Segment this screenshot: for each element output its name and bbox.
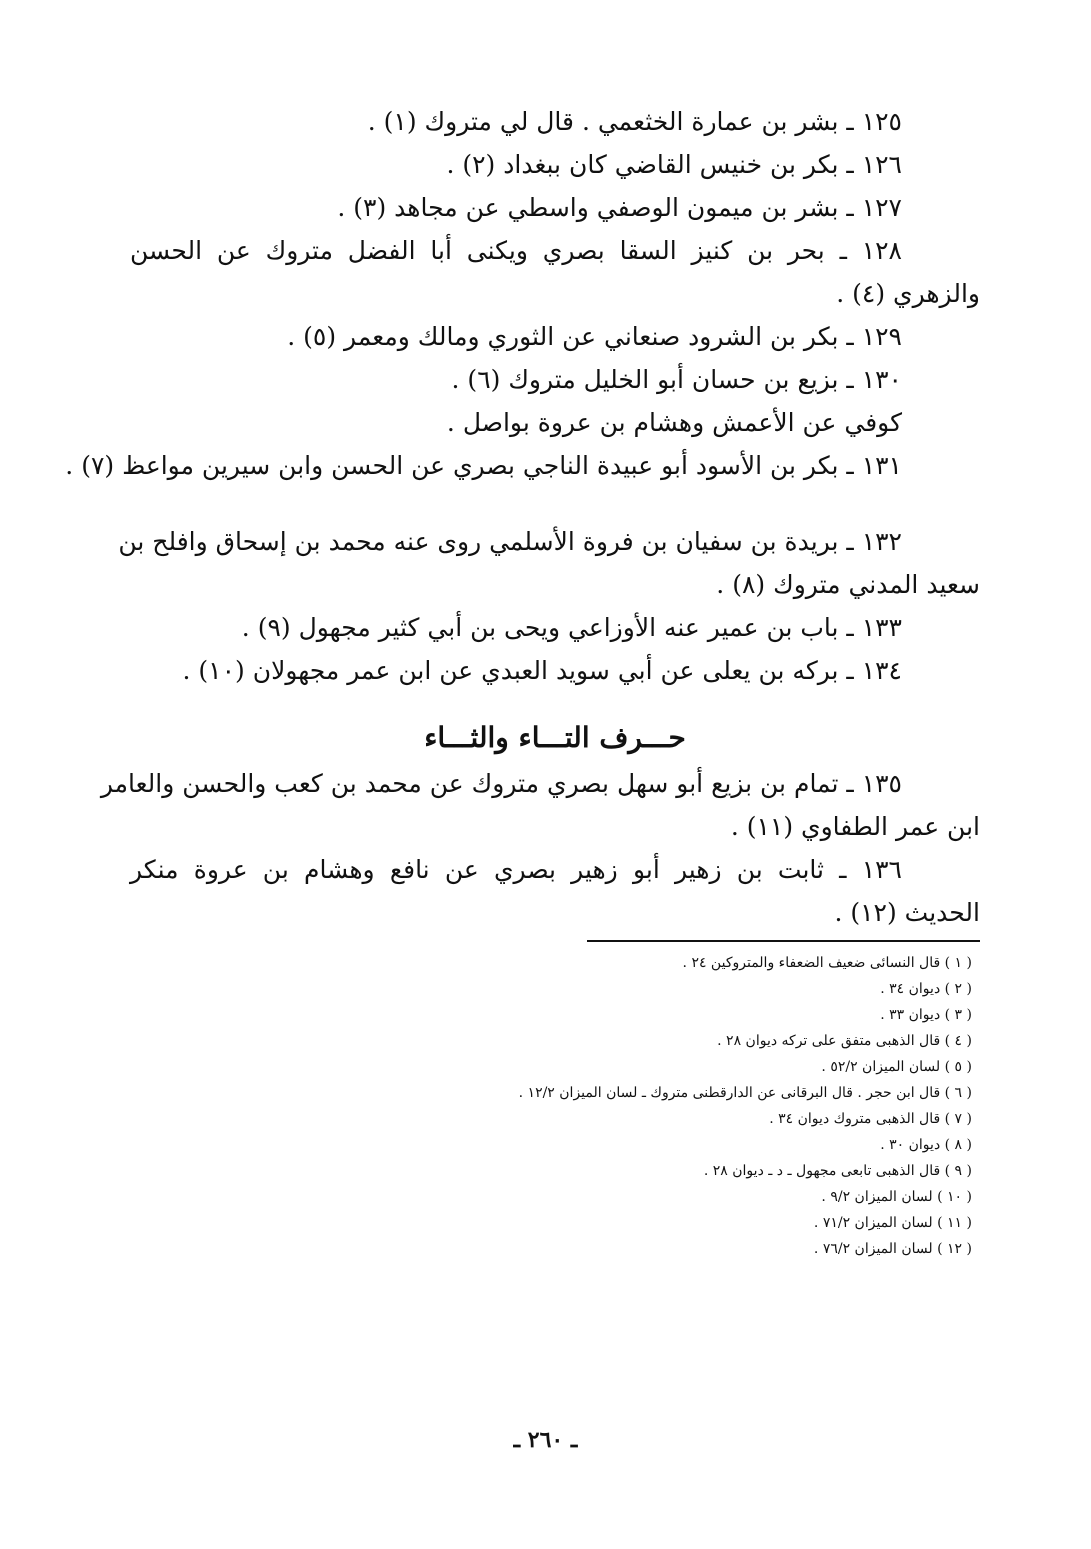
footnote-10: ( ١٠ ) لسان الميزان ٩/٢ . — [821, 1189, 972, 1205]
footnote-11: ( ١١ ) لسان الميزان ٧١/٢ . — [813, 1215, 972, 1231]
spacer — [130, 487, 980, 520]
entry-132-line-2: سعيد المدني متروك (٨) . — [716, 570, 980, 599]
entry-128-line-1: ١٢٨ ـ بحر بن كنيز السقا بصري ويكنى أبا الفضل متروك عن الحسن — [130, 236, 902, 265]
footnote-1: ( ١ ) قال النسائى ضعيف الضعفاء والمتروكين ٢٤ . — [682, 955, 972, 971]
entry-126: ١٢٦ ـ بكر بن خنيس القاضي كان ببغداد (٢) . — [446, 150, 902, 179]
entry-131: ١٣١ ـ بكر بن الأسود أبو عبيدة الناجي بصري عن الحسن وابن سيرين مواعظ (٧) . — [65, 451, 902, 480]
entry-128-line-2: والزهري (٤) . — [836, 279, 980, 308]
entry-130-continuation: كوفي عن الأعمش وهشام بن عروة بواصل . — [446, 408, 902, 437]
footnote-12: ( ١٢ ) لسان الميزان ٧٦/٢ . — [813, 1241, 972, 1257]
entry-129: ١٢٩ ـ بكر بن الشرود صنعاني عن الثوري ومالك ومعمر (٥) . — [287, 322, 902, 351]
section-heading: حـــرف التـــاء والثـــاء — [424, 721, 686, 754]
entry-132-line-1: ١٣٢ ـ بريدة بن سفيان بن فروة الأسلمي روى عنه محمد بن إسحاق وافلح بن — [118, 527, 902, 556]
entry-136-line-2: الحديث (١٢) . — [834, 898, 980, 927]
entry-130: ١٣٠ ـ بزيع بن حسان أبو الخليل متروك (٦) . — [451, 365, 902, 394]
footnote-7: ( ٧ ) قال الذهبى متروك ديوان ٣٤ . — [769, 1111, 972, 1127]
entry-127: ١٢٧ ـ بشر بن ميمون الوصفي واسطي عن مجاهد (٣) . — [337, 193, 902, 222]
entry-134: ١٣٤ ـ بركه بن يعلى عن أبي سويد العبدي عن ابن عمر مجهولان (١٠) . — [182, 656, 902, 685]
footnote-2: ( ٢ ) ديوان ٣٤ . — [880, 981, 972, 997]
entry-136-line-1: ١٣٦ ـ ثابت بن زهير أبو زهير بصري عن نافع وهشام بن عروة منكر — [130, 855, 902, 884]
entry-125: ١٢٥ ـ بشر بن عمارة الخثعمي . قال لي متروك (١) . — [367, 107, 902, 136]
page-number: ـ ٢٦٠ ـ — [513, 1427, 578, 1453]
entry-135-line-1: ١٣٥ ـ تمام بن بزيع أبو سهل بصري متروك عن محمد بن كعب والحسن والعامر — [100, 769, 902, 798]
footnote-3: ( ٣ ) ديوان ٣٣ . — [880, 1007, 972, 1023]
footnotes — [130, 950, 980, 1262]
footnote-4: ( ٤ ) قال الذهبى متفق على تركه ديوان ٢٨ . — [717, 1033, 972, 1049]
footnote-6: ( ٦ ) قال ابن حجر . قال البرقانى عن الدارقطنى متروك ـ لسان الميزان ١٢/٢ . — [518, 1085, 972, 1101]
footnote-divider — [587, 940, 980, 942]
footnote-5: ( ٥ ) لسان الميزان ٥٢/٢ . — [821, 1059, 972, 1075]
entry-133: ١٣٣ ـ باب بن عمير عنه الأوزاعي ويحى بن أبي كثير مجهول (٩) . — [241, 613, 902, 642]
footnote-9: ( ٩ ) قال الذهبى تابعى مجهول ـ د ـ ديوان ٢٨ . — [703, 1163, 972, 1179]
main-text — [65, 100, 980, 1262]
footnote-8: ( ٨ ) ديوان ٣٠ . — [880, 1137, 972, 1153]
entry-135-line-2: ابن عمر الطفاوي (١١) . — [730, 812, 980, 841]
